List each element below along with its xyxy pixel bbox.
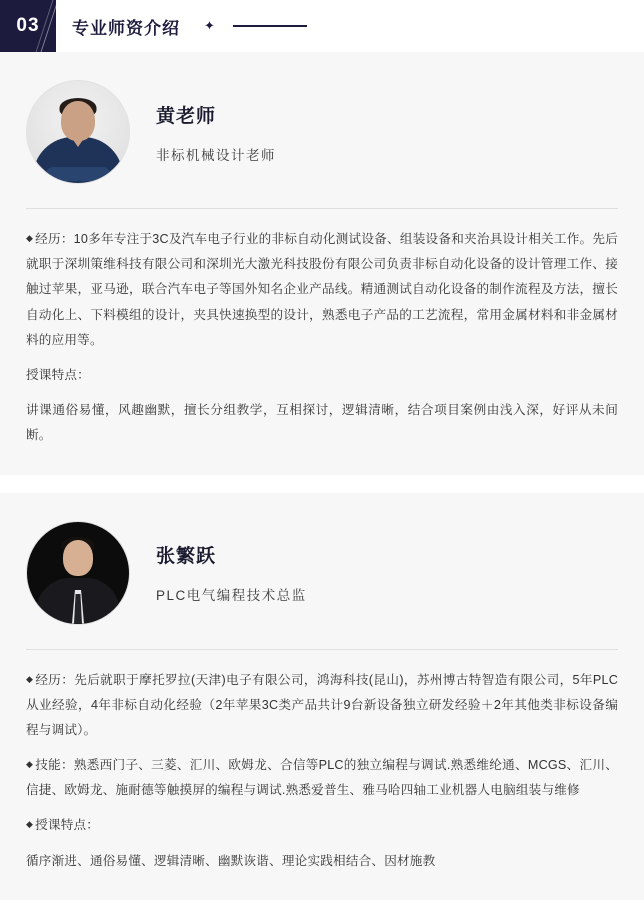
section-number-badge xyxy=(0,0,56,52)
teacher-identity xyxy=(156,101,276,164)
teacher-role: 非标机械设计老师 xyxy=(156,147,276,163)
teacher-card xyxy=(0,52,644,475)
teacher-profile xyxy=(26,80,618,208)
teacher-name: 张繁跃 xyxy=(156,546,217,567)
teacher-identity xyxy=(156,541,307,604)
teacher-bio xyxy=(26,227,618,449)
teacher-card xyxy=(0,493,644,900)
teacher-bio xyxy=(26,668,618,874)
teacher-photo-zhang xyxy=(26,521,130,625)
bio-paragraph: ◆ 授课特点： xyxy=(26,813,618,838)
diamond-icon: ✦ xyxy=(204,18,215,33)
bio-paragraph: 授课特点： xyxy=(26,367,90,382)
teacher-profile xyxy=(26,521,618,649)
teacher-photo-huang xyxy=(26,80,130,184)
bio-paragraph: ◆ 经历：10多年专注于3C及汽车电子行业的非标自动化测试设备、组装设备和夹治具设计相关工作。先后就职于深圳策维科技有限公司和深圳光大激光科技股份有限公司负责非标自动化设备的设计管理工作、接触过苹果，亚马逊，联合汽车电子等国外知名企业产品线。精通测试自动化设备的制作流程及方法，擅长自动化上、下料模组的设计，夹具快速换型的设计，熟悉电子产品的工艺流程，常用金属材料和非金属材料的应用等。 xyxy=(26,227,618,353)
section-header xyxy=(0,0,644,52)
teacher-name: 黄老师 xyxy=(156,105,217,127)
teacher-role: PLC电气编程技术总监 xyxy=(156,588,307,603)
header-rule-divider xyxy=(233,25,307,27)
bio-paragraph: 循序渐进、通俗易懂、逻辑清晰、幽默诙谐、理论实践相结合、因材施教 xyxy=(26,853,436,868)
bio-paragraph: ◆ 经历：先后就职于摩托罗拉(天津)电子有限公司，鸿海科技(昆山)，苏州博古特智造有限公司，5年PLC从业经验，4年非标自动化经验（2年苹果3C类产品共计9台新设备独立研发经验＋2年其他类非标设备编程与调试）。 xyxy=(26,668,618,744)
bio-paragraph: 讲课通俗易懂，风趣幽默，擅长分组教学，互相探讨，逻辑清晰，结合项目案例由浅入深，好评从未间断。 xyxy=(26,403,618,443)
card-divider xyxy=(26,208,618,209)
bio-paragraph: ◆ 技能：熟悉西门子、三菱、汇川、欧姆龙、合信等PLC的独立编程与调试.熟悉维纶通、MCGS、汇川、信捷、欧姆龙、施耐德等触摸屏的编程与调试.熟悉爱普生、雅马哈四轴工业机器人电脑组装与维修 xyxy=(26,753,618,803)
card-divider xyxy=(26,649,618,650)
section-title: 专业师资介绍 xyxy=(72,18,180,38)
section-number: 03 xyxy=(16,15,40,36)
